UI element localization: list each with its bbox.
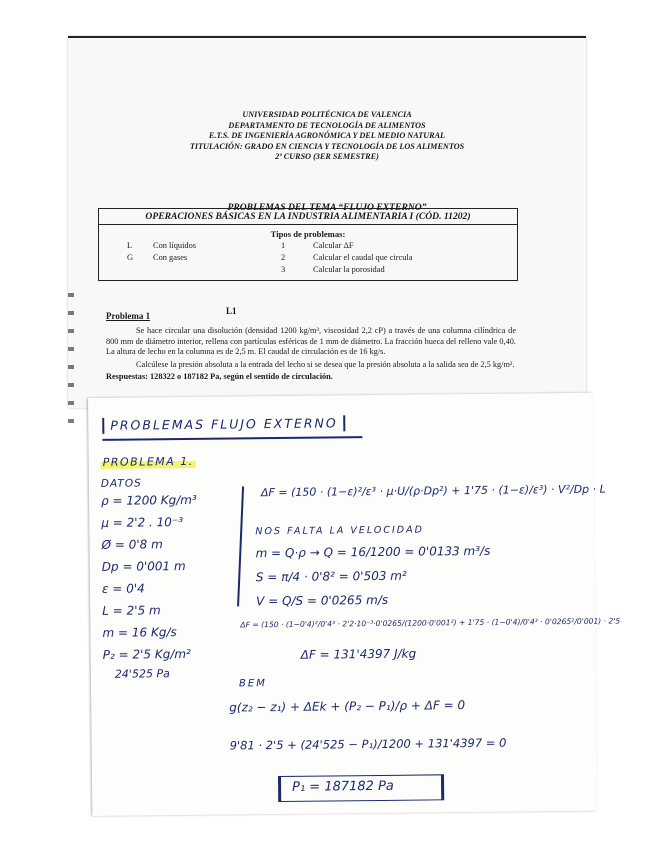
type-desc: Calcular el caudal que circula <box>313 253 413 262</box>
ergun-formula: ΔF = (150 · (1−ε)²/ε³ · μ·U/(ρ·Dp²) + 1'75 · (1−ε)/ε³) · V²/Dp · L <box>260 482 606 500</box>
type-num: 2 <box>281 253 286 262</box>
problem-question: Calcúlese la presión absoluta a la entrada del lecho si se desea que la presión absoluta a la salida sea de 2,5 kg/m². <box>136 359 515 369</box>
types-title: Tipos de problemas: <box>270 229 346 239</box>
data-mass-flow: m = 16 Kg/s <box>102 625 177 640</box>
type-label: Con gases <box>153 253 188 262</box>
data-porosity: ε = 0'4 <box>101 581 145 596</box>
title-underline <box>102 436 362 440</box>
velocity-eq: V = Q/S = 0'0265 m/s <box>256 592 389 609</box>
topic-title: PROBLEMAS DEL TEMA “FLUJO EXTERNO” <box>227 202 427 213</box>
data-density: ρ = 1200 Kg/m³ <box>101 492 197 508</box>
data-particle-diameter: Dp = 0'001 m <box>101 558 186 574</box>
data-length: L = 2'5 m <box>102 603 161 618</box>
bottom-scrap <box>88 808 208 818</box>
header-line: DEPARTAMENTO DE TECNOLOGÍA DE ALIMENTOS <box>228 120 426 130</box>
column-divider <box>237 486 244 606</box>
notes-problem-label: PROBLEMA 1. <box>102 454 194 469</box>
problem-answers: Respuestas: 128322 o 187182 Pa, según el sentido de circulación. <box>106 372 333 382</box>
type-num: 1 <box>281 241 286 250</box>
header-line: UNIVERSIDAD POLITÉCNICA DE VALENCIA <box>242 110 412 119</box>
problem-types-box <box>98 224 518 281</box>
bem-substituted: 9'81 · 2'5 + (24'525 − P₁)/1200 + 131'4397 = 0 <box>229 735 507 753</box>
problem-code: L1 <box>226 306 237 316</box>
type-code: L <box>127 241 133 250</box>
printed-sheet <box>68 36 586 408</box>
bem-label: BEM <box>238 678 267 690</box>
data-diameter: Ø = 0'8 m <box>101 537 163 552</box>
header-line: TITULACIÓN: GRADO EN CIENCIA Y TECNOLOGÍA DE LOS ALIMENTOS <box>189 141 465 151</box>
header-line: 2º CURSO (3ER SEMESTRE) <box>275 152 379 161</box>
type-code: G <box>127 253 134 262</box>
sheet-edge-marks <box>68 293 74 433</box>
university-header <box>68 110 586 163</box>
data-outlet-pressure: P₂ = 2'5 Kg/m² <box>102 646 191 662</box>
friction-result: ΔF = 131'4397 J/kg <box>300 646 417 662</box>
problem-1-block <box>106 306 516 381</box>
data-title: DATOS <box>100 477 142 490</box>
friction-substitution: ΔF = (150 · (1−0'4)²/0'4³ · 2'2·10⁻³·0'0265/(1200·0'001²) + 1'75 · (1−0'4)/0'4³ · 0'0265²/0'001) · 2'5 <box>240 616 621 630</box>
data-outlet-pressure-pa: 24'525 Pa <box>114 667 170 681</box>
course-title: OPERACIONES BÁSICAS EN LA INDUSTRIA ALIMENTARIA I (CÓD. 11202) <box>145 211 471 222</box>
bem-equation: g(z₂ − z₁) + ΔEk + (P₂ − P₁)/ρ + ΔF = 0 <box>229 698 466 715</box>
notes-title: PROBLEMAS FLUJO EXTERNO <box>102 415 346 434</box>
problem-label: Problema 1 <box>106 311 151 321</box>
problem-statement: Se hace circular una disolución (densidad 1200 kg/m³, viscosidad 2,2 cP) a través de una columna cilíndrica de 800 mm de diámetro interior, rellena con partículas esféricas de 1 mm de diámetro. La fracción hueca del relleno vale 0,40. La altura de lecho en la columna es de 2,5 m. El caudal de circulación es de 16 kg/s. <box>106 326 516 357</box>
header-line: E.T.S. DE INGENIERÍA AGRONÓMICA Y DEL MEDIO NATURAL <box>208 131 446 140</box>
type-label: Con líquidos <box>153 241 197 250</box>
flow-rate-eq: m = Q·ρ → Q = 16/1200 = 0'0133 m³/s <box>255 543 491 561</box>
missing-velocity-note: NOS FALTA LA VELOCIDAD <box>255 524 424 538</box>
final-result: P₁ = 187182 Pa <box>292 778 394 795</box>
type-num: 3 <box>281 265 286 274</box>
area-eq: S = π/4 · 0'8² = 0'503 m² <box>255 568 407 585</box>
type-desc: Calcular ΔF <box>313 241 354 250</box>
type-desc: Calcular la porosidad <box>313 265 385 274</box>
handwritten-notes <box>88 393 621 816</box>
data-viscosity: μ = 2'2 . 10⁻³ <box>101 515 184 530</box>
